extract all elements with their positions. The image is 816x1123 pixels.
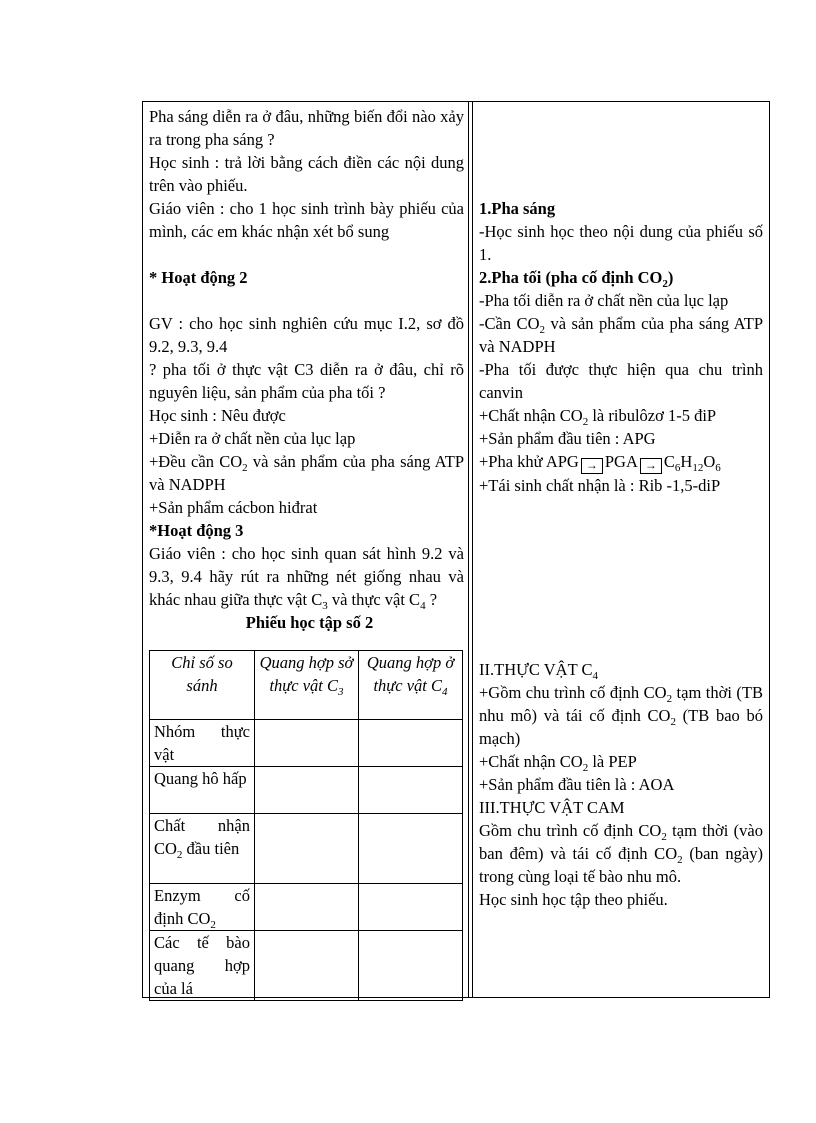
empty-cell <box>255 720 359 767</box>
student-answer-instruction: Học sinh : trả lời bằng cách điền các nội dung trên vào phiếu. <box>149 153 464 195</box>
table-row <box>150 931 463 1001</box>
row-label: Quang hô hấp <box>150 767 255 814</box>
empty-cell <box>255 767 359 814</box>
c4-acceptor: +Chất nhận $CO_2$ là PEP <box>479 752 637 774</box>
cam-cycle: Gồm chu trình cố định $CO_2$ tạm thời (vào ban đêm) và tái cố định $CO_2$ (ban ngày) trong cùng loại tế bào nhu mô. <box>479 821 763 886</box>
regeneration: +Tái sinh chất nhận là : Rib -1,5-diP <box>479 476 721 495</box>
arrow-right-icon: → <box>581 458 603 474</box>
c4-product: +Sản phẩm đầu tiên là : AOA <box>479 775 675 794</box>
empty-cell <box>358 931 462 1001</box>
dark-phase-question: ? pha tối ở thực vật C3 diễn ra ở đâu, chỉ rõ nguyên liệu, sản phẩm của pha tối ? <box>149 360 464 402</box>
arrow-right-icon: → <box>640 458 662 474</box>
reduction-phase: +Pha khử APG → PGA → $C_6H_{12}O_6$ <box>479 452 721 474</box>
dark-phase-cycle: -Pha tối được thực hiện qua chu trình canvin <box>479 360 763 402</box>
empty-cell <box>255 814 359 884</box>
empty-cell <box>358 884 462 931</box>
row-label: Enzym cố định $CO_2$ <box>150 884 255 931</box>
table-row <box>150 720 463 767</box>
acceptor: +Chất nhận $CO_2$ là ribulôzơ 1-5 điP <box>479 406 717 428</box>
column-divider <box>468 102 469 997</box>
content-column <box>479 105 763 911</box>
first-product: +Sản phẩm đầu tiên : APG <box>479 429 656 448</box>
light-phase-note: -Học sinh học theo nội dung của phiếu số 1. <box>479 222 763 264</box>
empty-cell <box>358 814 462 884</box>
table-row <box>150 814 463 884</box>
empty-cell <box>255 884 359 931</box>
empty-cell <box>358 767 462 814</box>
teacher-instruction: Giáo viên : cho 1 học sinh trình bày phiếu của mình, các em khác nhận xét bổ sung <box>149 199 464 241</box>
table-row <box>150 884 463 931</box>
activity-3-heading: *Hoạt động 3 <box>149 521 244 540</box>
c4-heading: II.THỰC VẬT $C_4$ <box>479 660 598 682</box>
question-light-phase: Pha sáng diễn ra ở đâu, những biến đổi nào xảy ra trong pha sáng ? <box>149 107 464 149</box>
c4-cycle: +Gồm chu trình cố định $CO_2$ tạm thời (TB nhu mô) và tái cố định $CO_2$ (TB bao bó mạch) <box>479 683 763 748</box>
light-phase-heading: 1.Pha sáng <box>479 199 556 218</box>
column-divider-inner <box>472 102 473 997</box>
gv-instruction: GV : cho học sinh nghiên cứu mục I.2, sơ đồ 9.2, 9.3, 9.4 <box>149 314 464 356</box>
student-says: Học sinh : Nêu được <box>149 406 286 425</box>
row-label: Chất nhận $CO_2$ đầu tiên <box>150 814 255 884</box>
header-criteria: Chỉ số so sánh <box>150 651 255 720</box>
worksheet-title: Phiếu học tập số 2 <box>245 613 374 632</box>
activity-3-instruction: Giáo viên : cho học sinh quan sát hình 9.2 và 9.3, 9.4 hãy rút ra những nét giống nhau và khác nhau giữa thực vật $C_3$ và thực vật $C_4$ ? <box>149 544 464 612</box>
header-c3: Quang hợp sở thực vật $C_3$ <box>255 651 359 720</box>
empty-cell <box>358 720 462 767</box>
cam-heading: III.THỰC VẬT CAM <box>479 798 625 817</box>
table-row <box>150 767 463 814</box>
dark-phase-heading: 2.Pha tối (pha cố định $CO_2$) <box>479 268 674 290</box>
dark-phase-needs: -Cần $CO_2$ và sản phẩm của pha sáng ATP và NADPH <box>479 314 763 356</box>
header-c4: Quang hợp ở thực vật $C_4$ <box>358 651 462 720</box>
closing-note: Học sinh học tập theo phiếu. <box>479 890 668 909</box>
answer-requirements: +Đều cần $CO_2$ và sản phẩm của pha sáng ATP và NADPH <box>149 452 464 494</box>
worksheet-table <box>149 650 463 1001</box>
answer-product: +Sản phẩm cácbon hiđrat <box>149 498 318 517</box>
dark-phase-location: -Pha tối diễn ra ở chất nền của lục lạp <box>479 291 729 310</box>
activity-2-heading: * Hoạt động 2 <box>149 268 248 287</box>
row-label: Nhóm thực vật <box>150 720 255 767</box>
empty-cell <box>255 931 359 1001</box>
lesson-table <box>142 101 770 998</box>
table-header-row <box>150 651 463 720</box>
row-label: Các tế bào quang hợp của lá <box>150 931 255 1001</box>
answer-location: +Diễn ra ở chất nền của lục lạp <box>149 429 356 448</box>
teacher-column <box>149 105 464 634</box>
